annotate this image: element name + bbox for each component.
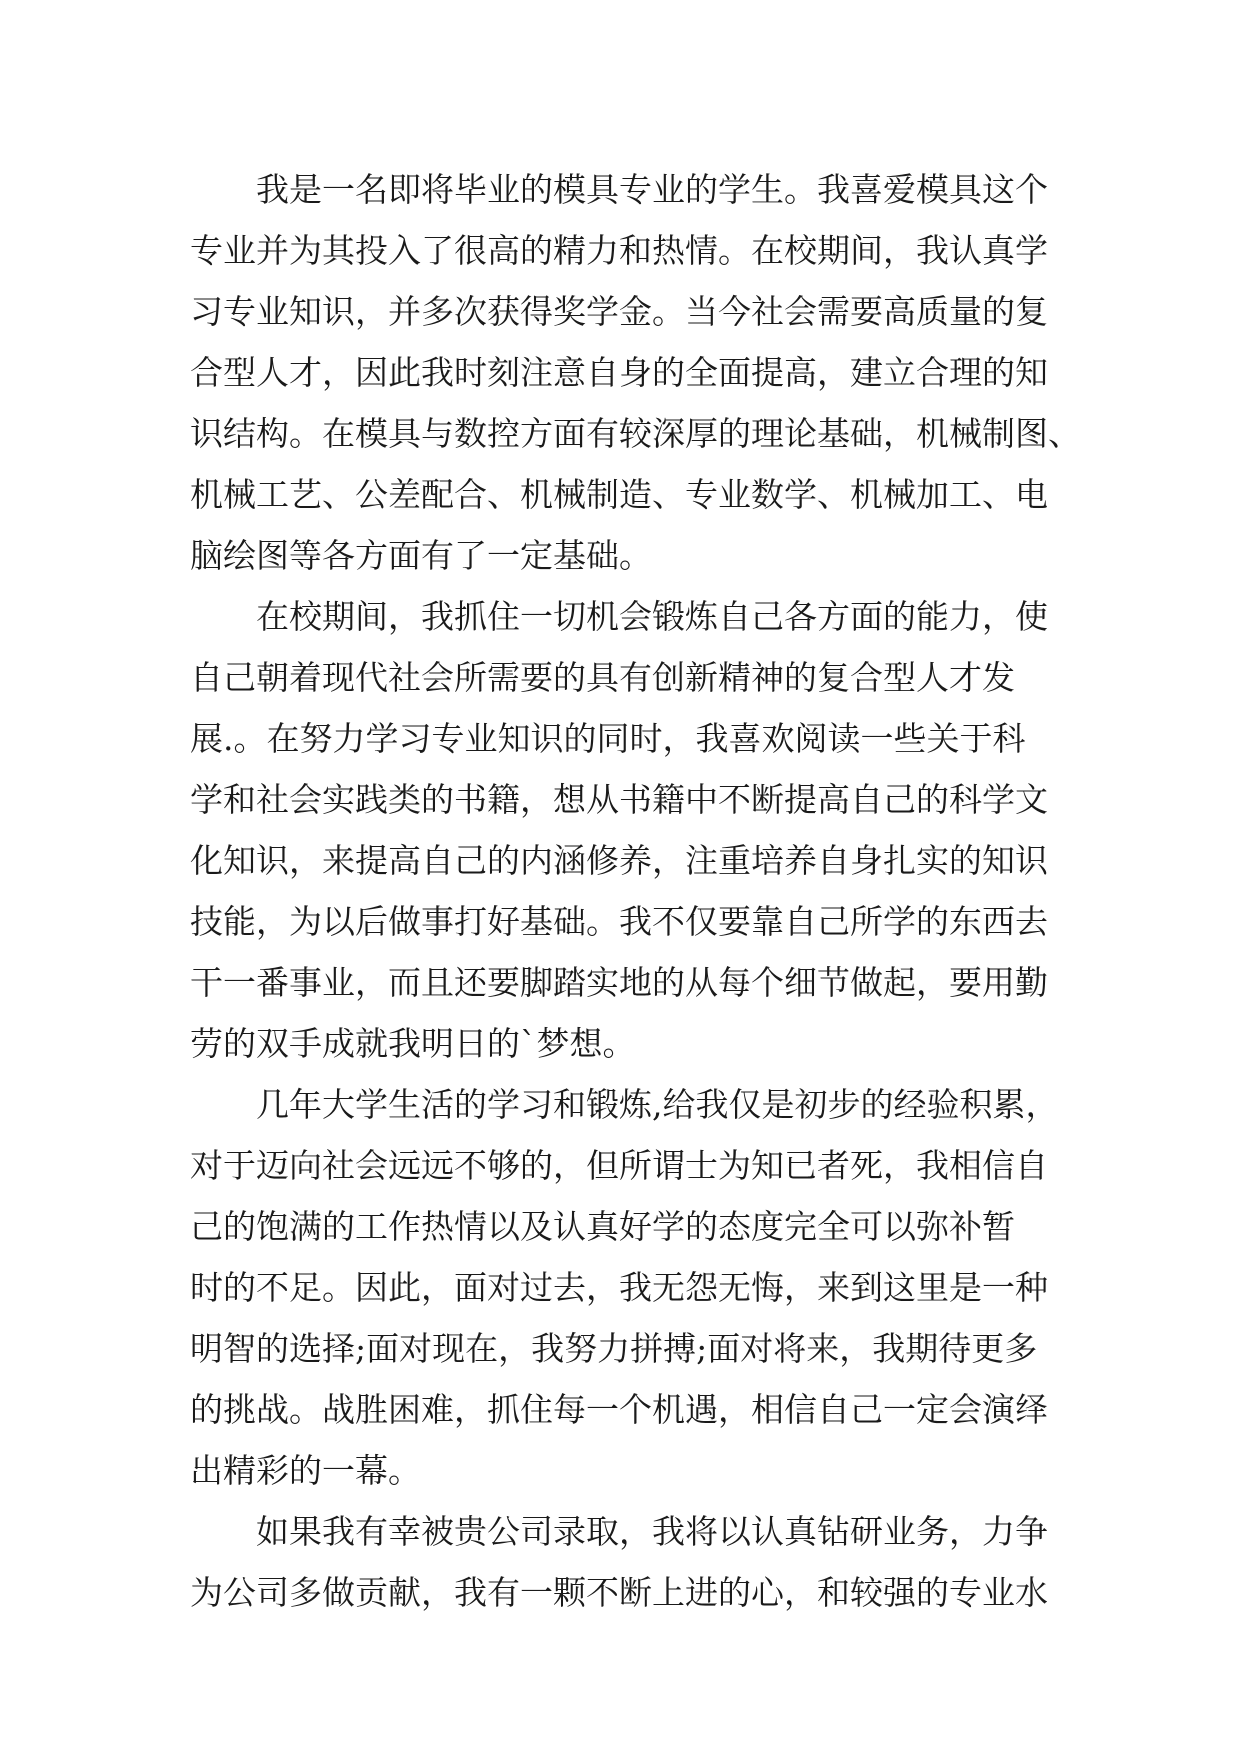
paragraph-line: 的挑战。战胜困难，抓住每一个机遇，相信自己一定会演绎 bbox=[190, 1390, 1048, 1429]
paragraph-line: 在校期间，我抓住一切机会锻炼自己各方面的能力，使 bbox=[256, 597, 1048, 636]
paragraph-line: 合型人才，因此我时刻注意自身的全面提高，建立合理的知 bbox=[190, 353, 1048, 392]
paragraph-line: 时的不足。因此，面对过去，我无怨无悔，来到这里是一种 bbox=[190, 1268, 1048, 1307]
paragraph-line: 几年大学生活的学习和锻炼,给我仅是初步的经验积累， bbox=[256, 1085, 1059, 1124]
paragraph-line: 对于迈向社会远远不够的，但所谓士为知已者死，我相信自 bbox=[190, 1146, 1048, 1185]
paragraph-line: 技能，为以后做事打好基础。我不仅要靠自己所学的东西去 bbox=[190, 902, 1048, 941]
paragraph-line: 化知识，来提高自己的内涵修养，注重培养自身扎实的知识 bbox=[190, 841, 1048, 880]
paragraph-line: 习专业知识，并多次获得奖学金。当今社会需要高质量的复 bbox=[190, 292, 1048, 331]
paragraph-line: 识结构。在模具与数控方面有较深厚的理论基础，机械制图、 bbox=[190, 414, 1081, 453]
paragraph-line: 机械工艺、公差配合、机械制造、专业数学、机械加工、电 bbox=[190, 475, 1048, 514]
paragraph-line: 学和社会实践类的书籍，想从书籍中不断提高自己的科学文 bbox=[190, 780, 1048, 819]
paragraph-line: 我是一名即将毕业的模具专业的学生。我喜爱模具这个 bbox=[256, 170, 1048, 209]
paragraph-line: 出精彩的一幕。 bbox=[190, 1451, 421, 1490]
paragraph-line: 干一番事业，而且还要脚踏实地的从每个细节做起，要用勤 bbox=[190, 963, 1048, 1002]
paragraph-line: 劳的双手成就我明日的`梦想。 bbox=[190, 1024, 636, 1063]
paragraph-line: 脑绘图等各方面有了一定基础。 bbox=[190, 536, 652, 575]
paragraph-line: 自己朝着现代社会所需要的具有创新精神的复合型人才发 bbox=[190, 658, 1015, 697]
paragraph-line: 为公司多做贡献，我有一颗不断上进的心，和较强的专业水 bbox=[190, 1573, 1048, 1612]
paragraph-line: 明智的选择;面对现在，我努力拼搏;面对将来，我期待更多 bbox=[190, 1329, 1038, 1368]
paragraph-line: 展.。在努力学习专业知识的同时，我喜欢阅读一些关于科 bbox=[190, 719, 1026, 758]
paragraph-line: 如果我有幸被贵公司录取，我将以认真钻研业务，力争 bbox=[256, 1512, 1048, 1551]
paragraph-line: 专业并为其投入了很高的精力和热情。在校期间，我认真学 bbox=[190, 231, 1048, 270]
paragraph-line: 己的饱满的工作热情以及认真好学的态度完全可以弥补暂 bbox=[190, 1207, 1015, 1246]
